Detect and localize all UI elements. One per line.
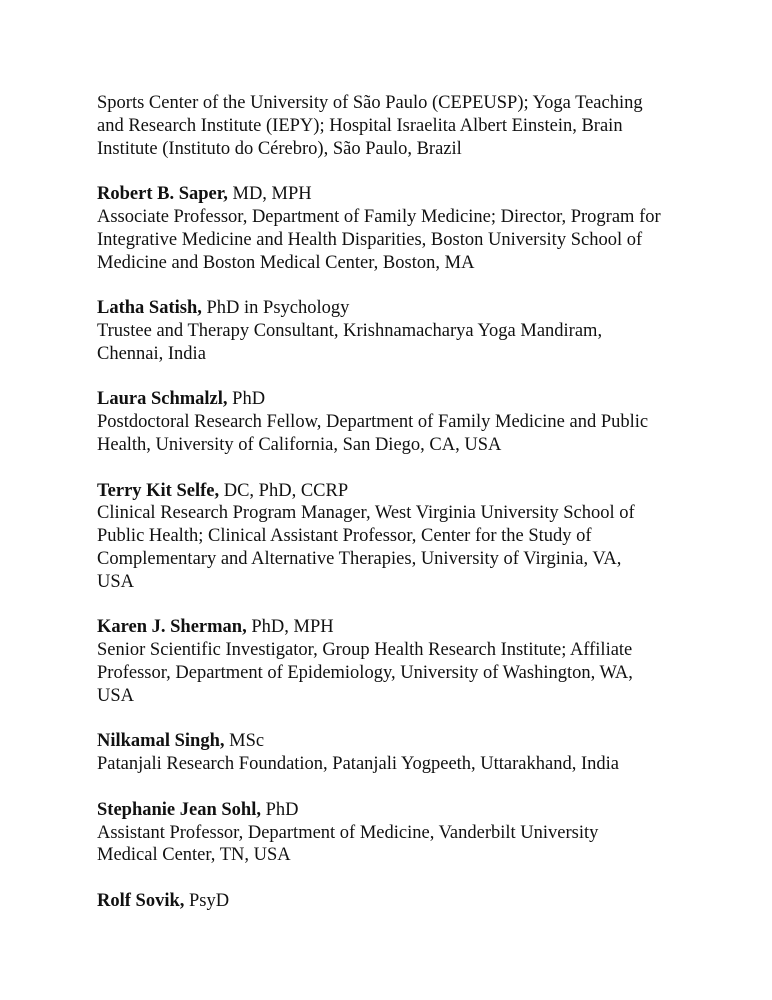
contributor-credentials: PhD, MPH: [246, 617, 334, 638]
contributor-heading: [97, 388, 697, 411]
affiliation-line: Assistant Professor, Department of Medicine, Vanderbilt University: [97, 822, 599, 843]
contributor-credentials: PsyD: [184, 890, 230, 911]
affiliation-line: Patanjali Research Foundation, Patanjali Yogpeeth, Uttarakhand, India: [97, 754, 619, 775]
affiliation-line: Medical Center, TN, USA: [97, 845, 291, 866]
contributor-heading: [97, 480, 697, 503]
contributor-name: Rolf Sovik,: [97, 890, 185, 911]
contributor-heading: [97, 799, 697, 822]
affiliation-line: Public Health; Clinical Assistant Professor, Center for the Study of: [97, 526, 592, 547]
affiliation-line: Integrative Medicine and Health Disparities, Boston University School of: [97, 229, 643, 250]
contributor-entry: [97, 799, 697, 867]
affiliation-line: Postdoctoral Research Fellow, Department of Family Medicine and Public: [97, 412, 649, 433]
contributor-name: Stephanie Jean Sohl,: [97, 799, 261, 820]
affiliation-line: Medicine and Boston Medical Center, Boston, MA: [97, 252, 475, 273]
affiliation-line: and Research Institute (IEPY); Hospital Israelita Albert Einstein, Brain: [97, 115, 623, 136]
affiliation-line: Trustee and Therapy Consultant, Krishnamacharya Yoga Mandiram,: [97, 320, 603, 341]
contributor-credentials: MD, MPH: [227, 184, 312, 205]
contributor-heading: [97, 297, 697, 320]
contributor-entry: [97, 388, 697, 456]
contributor-entry: [97, 297, 697, 365]
affiliation-line: Sports Center of the University of São Paulo (CEPEUSP); Yoga Teaching: [97, 93, 643, 113]
contributor-name: Robert B. Saper,: [97, 184, 228, 205]
contributor-credentials: DC, PhD, CCRP: [219, 480, 349, 501]
contributor-entry: [97, 890, 697, 913]
contributor-entry: [97, 730, 697, 776]
contributor-name: Laura Schmalzl,: [97, 389, 228, 410]
affiliation-line: Clinical Research Program Manager, West Virginia University School of: [97, 503, 635, 524]
affiliation-line: Health, University of California, San Diego, CA, USA: [97, 434, 502, 455]
contributor-entry: [97, 616, 697, 707]
contributor-name: Karen J. Sherman,: [97, 617, 247, 638]
contributor-name: Terry Kit Selfe,: [97, 480, 220, 501]
contributor-credentials: PhD in Psychology: [201, 298, 350, 319]
contributor-heading: [97, 616, 697, 639]
contributor-entry: [97, 480, 697, 594]
affiliation-line: Complementary and Alternative Therapies, University of Virginia, VA,: [97, 548, 622, 569]
contributor-credentials: MSc: [224, 731, 265, 752]
contributor-name: Latha Satish,: [97, 298, 202, 319]
affiliation-line: Chennai, India: [97, 343, 206, 364]
intro-affiliation: [97, 92, 697, 160]
affiliation-line: Institute (Instituto do Cérebro), São Paulo, Brazil: [97, 138, 462, 159]
contributor-heading: [97, 890, 697, 913]
affiliation-line: USA: [97, 571, 135, 592]
contributor-entry: [97, 183, 697, 274]
affiliation-line: Professor, Department of Epidemiology, University of Washington, WA,: [97, 662, 633, 683]
contributor-credentials: PhD: [227, 389, 266, 410]
affiliation-line: Associate Professor, Department of Family Medicine; Director, Program for: [97, 206, 661, 227]
contributor-heading: [97, 730, 697, 753]
document-page: [97, 92, 697, 935]
affiliation-line: Senior Scientific Investigator, Group Health Research Institute; Affiliate: [97, 640, 633, 661]
contributor-heading: [97, 183, 697, 206]
contributor-credentials: PhD: [260, 799, 299, 820]
affiliation-line: USA: [97, 685, 135, 706]
contributor-name: Nilkamal Singh,: [97, 731, 225, 752]
